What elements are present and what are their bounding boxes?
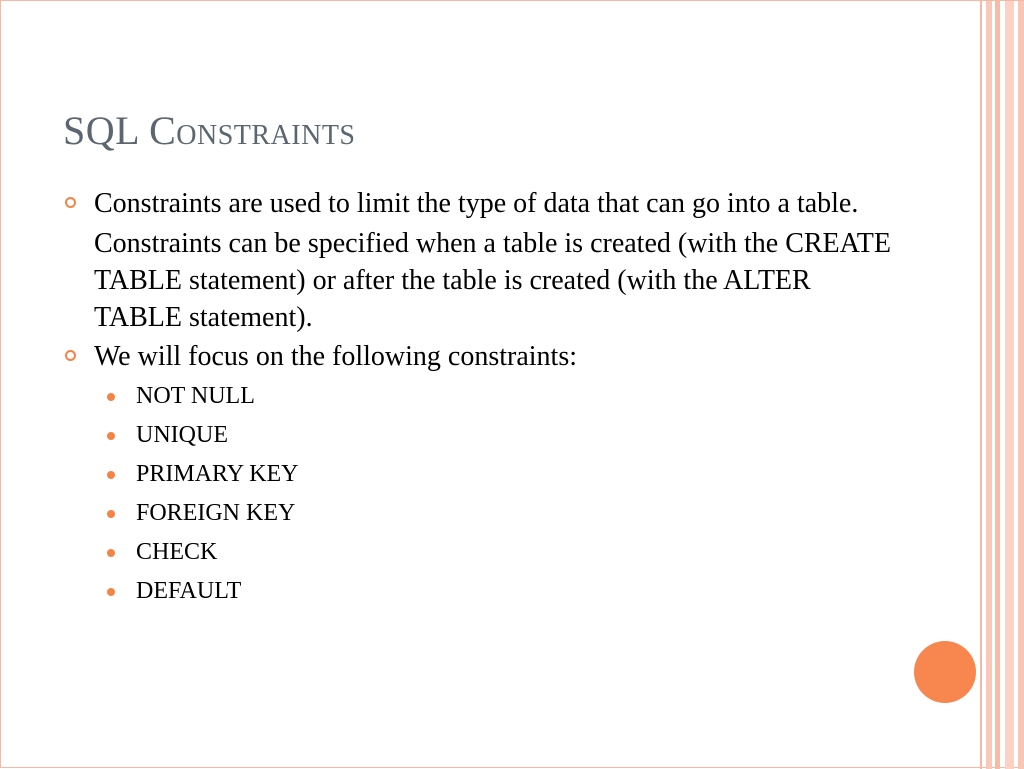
dot-bullet-icon xyxy=(107,510,115,518)
bullet-continuation: Constraints can be specified when a table is created (with the CREATE TABLE statement) or after the table is created (with the ALTER TABLE statement). xyxy=(94,228,891,333)
constraint-item xyxy=(64,572,894,611)
constraint-item xyxy=(64,377,894,416)
bullet-text: Constraints are used to limit the type of data that can go into a table. xyxy=(94,188,859,219)
dot-bullet-icon xyxy=(107,393,115,401)
constraint-item xyxy=(64,455,894,494)
constraint-item xyxy=(64,533,894,572)
constraint-label: FOREIGN KEY xyxy=(136,500,296,526)
constraint-label: DEFAULT xyxy=(136,578,242,604)
constraint-label: CHECK xyxy=(136,539,218,565)
bullet-item xyxy=(64,185,894,222)
dot-bullet-icon xyxy=(107,588,115,596)
constraint-label: NOT NULL xyxy=(136,383,255,409)
decorative-stripe xyxy=(995,1,1000,769)
slide-title: SQL Constraints xyxy=(63,108,356,153)
decorative-stripe xyxy=(980,1,982,769)
dot-bullet-icon xyxy=(107,471,115,479)
decorative-stripe xyxy=(1018,1,1024,769)
decorative-stripe xyxy=(986,1,992,769)
constraint-item xyxy=(64,416,894,455)
decorative-stripe xyxy=(1005,1,1014,769)
dot-bullet-icon xyxy=(107,549,115,557)
decorative-circle xyxy=(914,641,976,703)
bullet-item xyxy=(64,338,894,375)
ring-bullet-icon xyxy=(65,197,76,208)
constraint-label: PRIMARY KEY xyxy=(136,461,299,487)
constraint-item xyxy=(64,494,894,533)
constraint-list xyxy=(64,377,894,611)
ring-bullet-icon xyxy=(65,350,76,361)
dot-bullet-icon xyxy=(107,432,115,440)
constraint-label: UNIQUE xyxy=(136,422,228,448)
slide-content xyxy=(64,185,894,611)
bullet-text: We will focus on the following constraints: xyxy=(94,341,577,372)
